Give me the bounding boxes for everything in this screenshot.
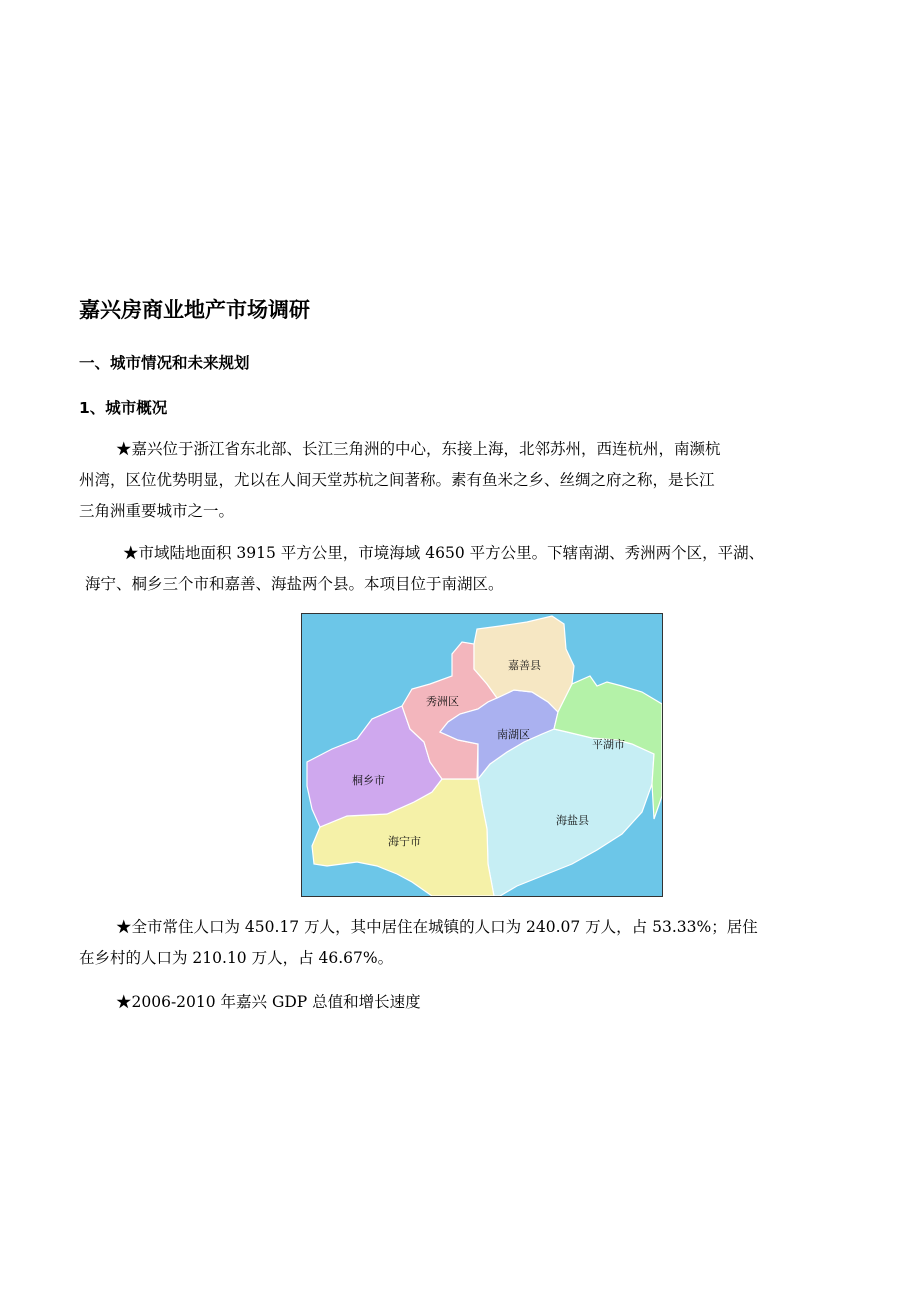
paragraph-line: ★市域陆地面积 3915 平方公里，市境海域 4650 平方公里。下辖南湖、秀洲两个区，平湖、 <box>123 544 765 562</box>
paragraph-location <box>79 434 843 527</box>
region-label: 海宁市 <box>388 835 421 848</box>
paragraph-line: 海宁、桐乡三个市和嘉善、海盐两个县。本项目位于南湖区。 <box>85 575 504 593</box>
district-map-svg <box>302 614 662 896</box>
paragraph-line: 在乡村的人口为 210.10 万人，占 46.67%。 <box>79 949 394 967</box>
region-label: 平湖市 <box>592 738 625 751</box>
region-label: 桐乡市 <box>352 774 385 787</box>
paragraph-population <box>79 912 843 974</box>
paragraph-line: ★2006-2010 年嘉兴 GDP 总值和增长速度 <box>116 993 421 1011</box>
paragraph-line: 三角洲重要城市之一。 <box>79 502 235 520</box>
subsection-heading: 1、城市概况 <box>79 399 168 417</box>
paragraph-line: ★嘉兴位于浙江省东北部、长江三角洲的中心，东接上海，北邻苏州，西连杭州，南濒杭 <box>116 440 721 458</box>
paragraph-line: ★全市常住人口为 450.17 万人，其中居住在城镇的人口为 240.07 万人，占 53.33%；居住 <box>116 918 758 936</box>
region-label: 南湖区 <box>497 728 530 741</box>
document-title: 嘉兴房商业地产市场调研 <box>79 298 310 322</box>
region-label: 秀洲区 <box>426 695 459 708</box>
section-heading: 一、城市情况和未来规划 <box>79 354 250 372</box>
region-label: 嘉善县 <box>508 659 541 672</box>
paragraph-line: 州湾，区位优势明显，尤以在人间天堂苏杭之间著称。素有鱼米之乡、丝绸之府之称，是长江 <box>79 471 715 489</box>
paragraph-area <box>79 538 843 600</box>
paragraph-gdp <box>79 987 843 1018</box>
region-label: 海盐县 <box>556 814 589 827</box>
district-map <box>301 613 663 897</box>
